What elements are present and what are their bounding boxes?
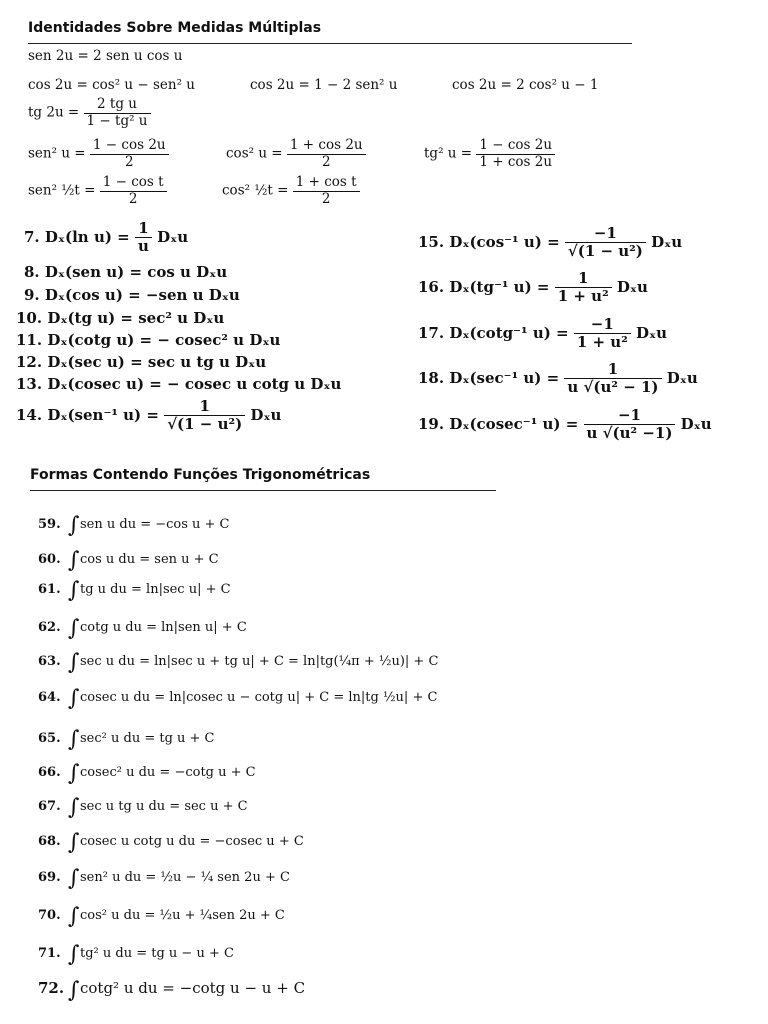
identity-cos-squared: cos² u = $\frac{1 + \cos 2u}{2}$ — [226, 138, 366, 170]
identity-cos2u-a: cos 2u = cos² u − sen² u — [28, 77, 196, 93]
derivative-13: 13. Dₓ(cosec u) = − cosec u cotg u Dₓu — [16, 375, 342, 393]
identity-cos2u-c: cos 2u = 2 cos² u − 1 — [452, 77, 599, 93]
derivative-11: 11. Dₓ(cotg u) = − cosec² u Dₓu — [16, 331, 281, 349]
identity-cos-half: cos² ½t = $\frac{\text{1 + cos t}}{2}$ — [222, 175, 360, 207]
derivative-19: 19. Dₓ(cosec⁻¹ u) = $\frac{-1}{\text{u √(u² −1)}}$ Dₓu — [418, 406, 712, 443]
integral-70: 70. ∫cos² u du = ½u + ¼sen 2u + C — [38, 904, 285, 929]
derivative-12: 12. Dₓ(sec u) = sec u tg u Dₓu — [16, 353, 267, 371]
identity-sen2u: sen 2u = 2 sen u cos u — [28, 48, 183, 64]
derivative-9: 9. Dₓ(cos u) = −sen u Dₓu — [24, 286, 240, 304]
identity-tg-squared: tg² u = $\frac{1 - \cos 2u}{1 + \cos 2u}$ — [424, 138, 555, 170]
integral-65: 65. ∫sec² u du = tg u + C — [38, 727, 215, 752]
integral-71: 71. ∫tg² u du = tg u − u + C — [38, 942, 234, 967]
derivative-17: 17. Dₓ(cotg⁻¹ u) = $\frac{-1}{\text{1 + u²}}$ Dₓu — [418, 315, 668, 352]
derivative-18: 18. Dₓ(sec⁻¹ u) = $\frac{1}{\text{u √(u² − 1)}}$ Dₓu — [418, 360, 698, 397]
derivative-15: 15. Dₓ(cos⁻¹ u) = $\frac{-1}{\text{√(1 − u²)}}$ Dₓu — [418, 224, 683, 261]
derivative-7: 7. Dₓ(ln u) = $\frac{1}{u}$ Dₓu — [24, 219, 189, 256]
derivative-10: 10. Dₓ(tg u) = sec² u Dₓu — [16, 309, 225, 327]
integral-62: 62. ∫cotg u du = ln|sen u| + C — [38, 616, 247, 641]
section-title-trig-forms: Formas Contendo Funções Trigonométricas — [30, 467, 371, 483]
identity-cos2u-b: cos 2u = 1 − 2 sen² u — [250, 77, 398, 93]
section-divider — [30, 490, 496, 491]
derivative-8: 8. Dₓ(sen u) = cos u Dₓu — [24, 263, 228, 281]
derivative-14: 14. Dₓ(sen⁻¹ u) = $\frac{1}{\text{√(1 − u²)}}$ Dₓu — [16, 397, 282, 434]
integral-68: 68. ∫cosec u cotg u du = −cosec u + C — [38, 830, 304, 855]
integral-61: 61. ∫tg u du = ln|sec u| + C — [38, 578, 231, 603]
integral-60: 60. ∫cos u du = sen u + C — [38, 548, 219, 573]
integral-72: 72. ∫cotg² u du = −cotg u − u + C — [38, 978, 306, 1003]
derivative-16: 16. Dₓ(tg⁻¹ u) = $\frac{1}{\text{1 + u²}}$ Dₓu — [418, 269, 648, 306]
identity-sen-half: sen² ½t = $\frac{\text{1 − cos t}}{2}$ — [28, 175, 167, 207]
identity-sen-squared: sen² u = $\frac{1 - \cos 2u}{2}$ — [28, 138, 169, 170]
section-divider — [28, 43, 632, 44]
identity-tg2u: tg 2u = $\frac{\text{2 tg u}}{\text{1 − tg² u}}$ — [28, 97, 151, 129]
integral-63: 63. ∫sec u du = ln|sec u + tg u| + C = ln|tg(¼π + ½u)| + C — [38, 650, 439, 675]
integral-67: 67. ∫sec u tg u du = sec u + C — [38, 795, 248, 820]
integral-69: 69. ∫sen² u du = ½u − ¼ sen 2u + C — [38, 866, 290, 891]
integral-66: 66. ∫cosec² u du = −cotg u + C — [38, 761, 256, 786]
integral-59: 59. ∫sen u du = −cos u + C — [38, 513, 230, 538]
section-title-identities: Identidades Sobre Medidas Múltiplas — [28, 20, 322, 36]
integral-64: 64. ∫cosec u du = ln|cosec u − cotg u| + C = ln|tg ½u| + C — [38, 686, 438, 711]
